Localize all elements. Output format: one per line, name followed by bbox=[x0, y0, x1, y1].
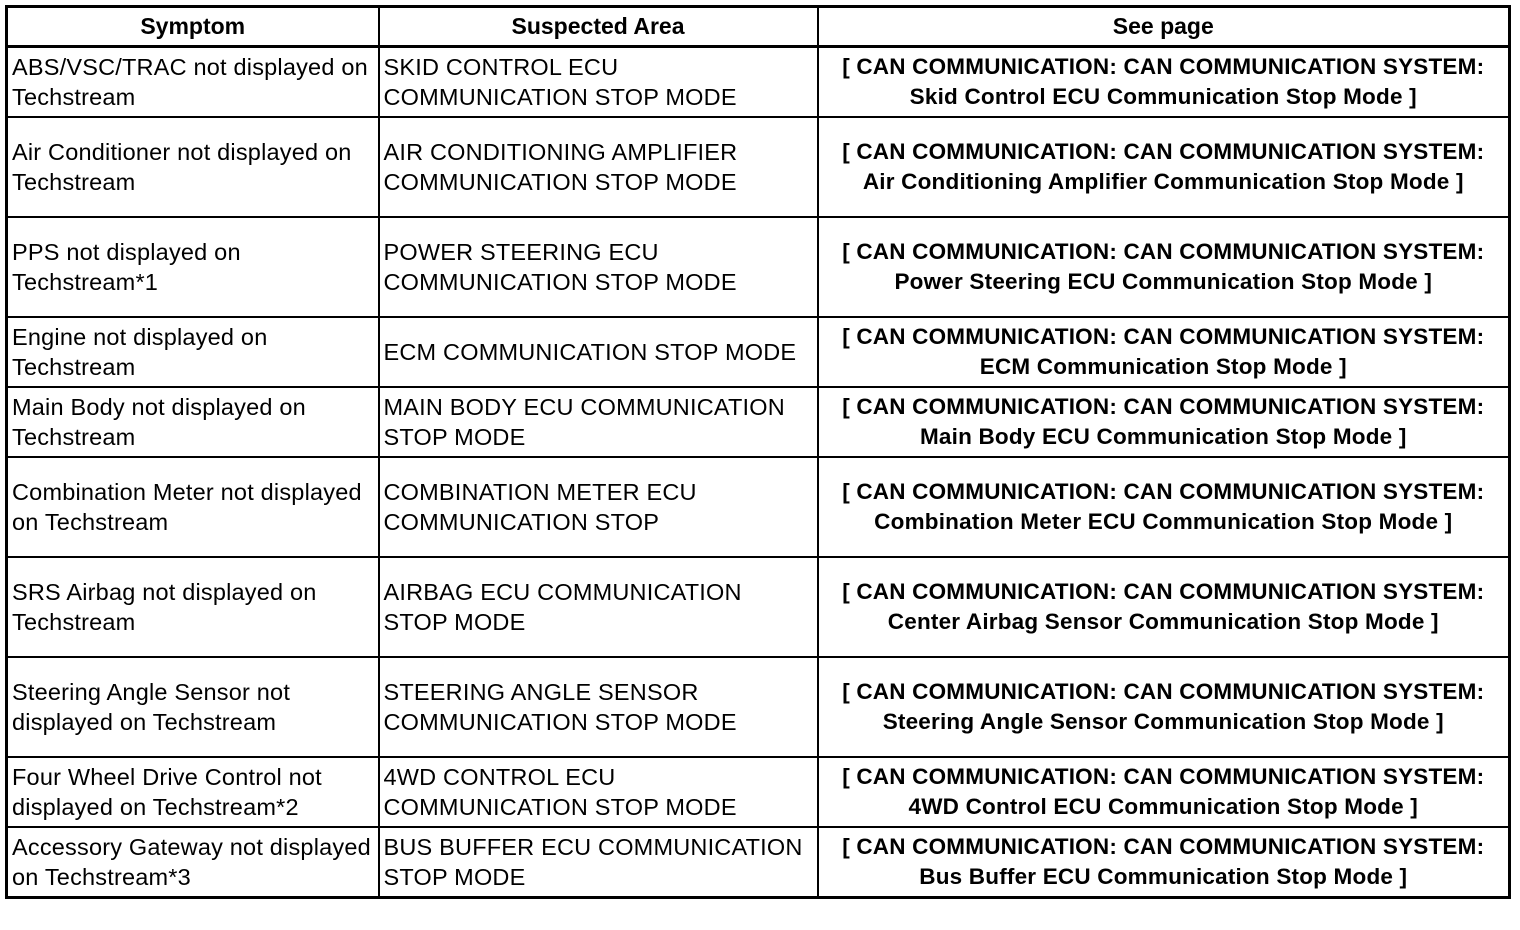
table-row bbox=[7, 117, 1510, 217]
symptom-cell: Combination Meter not displayed on Techstream bbox=[7, 457, 379, 557]
table-header-row bbox=[7, 7, 1510, 47]
suspected-area-cell: BUS BUFFER ECU COMMUNICATION STOP MODE bbox=[379, 827, 818, 898]
see-page-link[interactable]: [ CAN COMMUNICATION: CAN COMMUNICATION SYSTEM: Center Airbag Sensor Communication Stop Mode ] bbox=[818, 557, 1510, 657]
see-page-link[interactable]: [ CAN COMMUNICATION: CAN COMMUNICATION SYSTEM: Combination Meter ECU Communication Stop Mode ] bbox=[818, 457, 1510, 557]
see-page-link[interactable]: [ CAN COMMUNICATION: CAN COMMUNICATION SYSTEM: Air Conditioning Amplifier Communication Stop Mode ] bbox=[818, 117, 1510, 217]
symptom-cell: ABS/VSC/TRAC not displayed on Techstream bbox=[7, 47, 379, 118]
table-row bbox=[7, 827, 1510, 898]
table-row bbox=[7, 757, 1510, 827]
symptom-cell: SRS Airbag not displayed on Techstream bbox=[7, 557, 379, 657]
see-page-link[interactable]: [ CAN COMMUNICATION: CAN COMMUNICATION SYSTEM: Main Body ECU Communication Stop Mode ] bbox=[818, 387, 1510, 457]
suspected-area-cell: ECM COMMUNICATION STOP MODE bbox=[379, 317, 818, 387]
document-page bbox=[5, 5, 1511, 899]
header-suspected-area: Suspected Area bbox=[379, 7, 818, 47]
symptom-cell: Air Conditioner not displayed on Techstream bbox=[7, 117, 379, 217]
table-row bbox=[7, 217, 1510, 317]
suspected-area-cell: STEERING ANGLE SENSOR COMMUNICATION STOP MODE bbox=[379, 657, 818, 757]
symptom-cell: Four Wheel Drive Control not displayed on Techstream*2 bbox=[7, 757, 379, 827]
see-page-link[interactable]: [ CAN COMMUNICATION: CAN COMMUNICATION SYSTEM: Steering Angle Sensor Communication Stop Mode ] bbox=[818, 657, 1510, 757]
see-page-link[interactable]: [ CAN COMMUNICATION: CAN COMMUNICATION SYSTEM: Power Steering ECU Communication Stop Mode ] bbox=[818, 217, 1510, 317]
see-page-link[interactable]: [ CAN COMMUNICATION: CAN COMMUNICATION SYSTEM: Bus Buffer ECU Communication Stop Mode ] bbox=[818, 827, 1510, 898]
suspected-area-cell: SKID CONTROL ECU COMMUNICATION STOP MODE bbox=[379, 47, 818, 118]
table-row bbox=[7, 317, 1510, 387]
see-page-link[interactable]: [ CAN COMMUNICATION: CAN COMMUNICATION SYSTEM: Skid Control ECU Communication Stop Mode ] bbox=[818, 47, 1510, 118]
suspected-area-cell: COMBINATION METER ECU COMMUNICATION STOP bbox=[379, 457, 818, 557]
table-row bbox=[7, 387, 1510, 457]
symptom-cell: PPS not displayed on Techstream*1 bbox=[7, 217, 379, 317]
symptom-table bbox=[5, 5, 1511, 899]
header-see-page: See page bbox=[818, 7, 1510, 47]
symptom-cell: Steering Angle Sensor not displayed on Techstream bbox=[7, 657, 379, 757]
see-page-link[interactable]: [ CAN COMMUNICATION: CAN COMMUNICATION SYSTEM: 4WD Control ECU Communication Stop Mode ] bbox=[818, 757, 1510, 827]
symptom-cell: Engine not displayed on Techstream bbox=[7, 317, 379, 387]
suspected-area-cell: POWER STEERING ECU COMMUNICATION STOP MODE bbox=[379, 217, 818, 317]
symptom-cell: Accessory Gateway not displayed on Techstream*3 bbox=[7, 827, 379, 898]
table-row bbox=[7, 457, 1510, 557]
suspected-area-cell: MAIN BODY ECU COMMUNICATION STOP MODE bbox=[379, 387, 818, 457]
table-row bbox=[7, 657, 1510, 757]
table-row bbox=[7, 47, 1510, 118]
suspected-area-cell: 4WD CONTROL ECU COMMUNICATION STOP MODE bbox=[379, 757, 818, 827]
see-page-link[interactable]: [ CAN COMMUNICATION: CAN COMMUNICATION SYSTEM: ECM Communication Stop Mode ] bbox=[818, 317, 1510, 387]
header-symptom: Symptom bbox=[7, 7, 379, 47]
table-row bbox=[7, 557, 1510, 657]
symptom-cell: Main Body not displayed on Techstream bbox=[7, 387, 379, 457]
suspected-area-cell: AIR CONDITIONING AMPLIFIER COMMUNICATION STOP MODE bbox=[379, 117, 818, 217]
suspected-area-cell: AIRBAG ECU COMMUNICATION STOP MODE bbox=[379, 557, 818, 657]
